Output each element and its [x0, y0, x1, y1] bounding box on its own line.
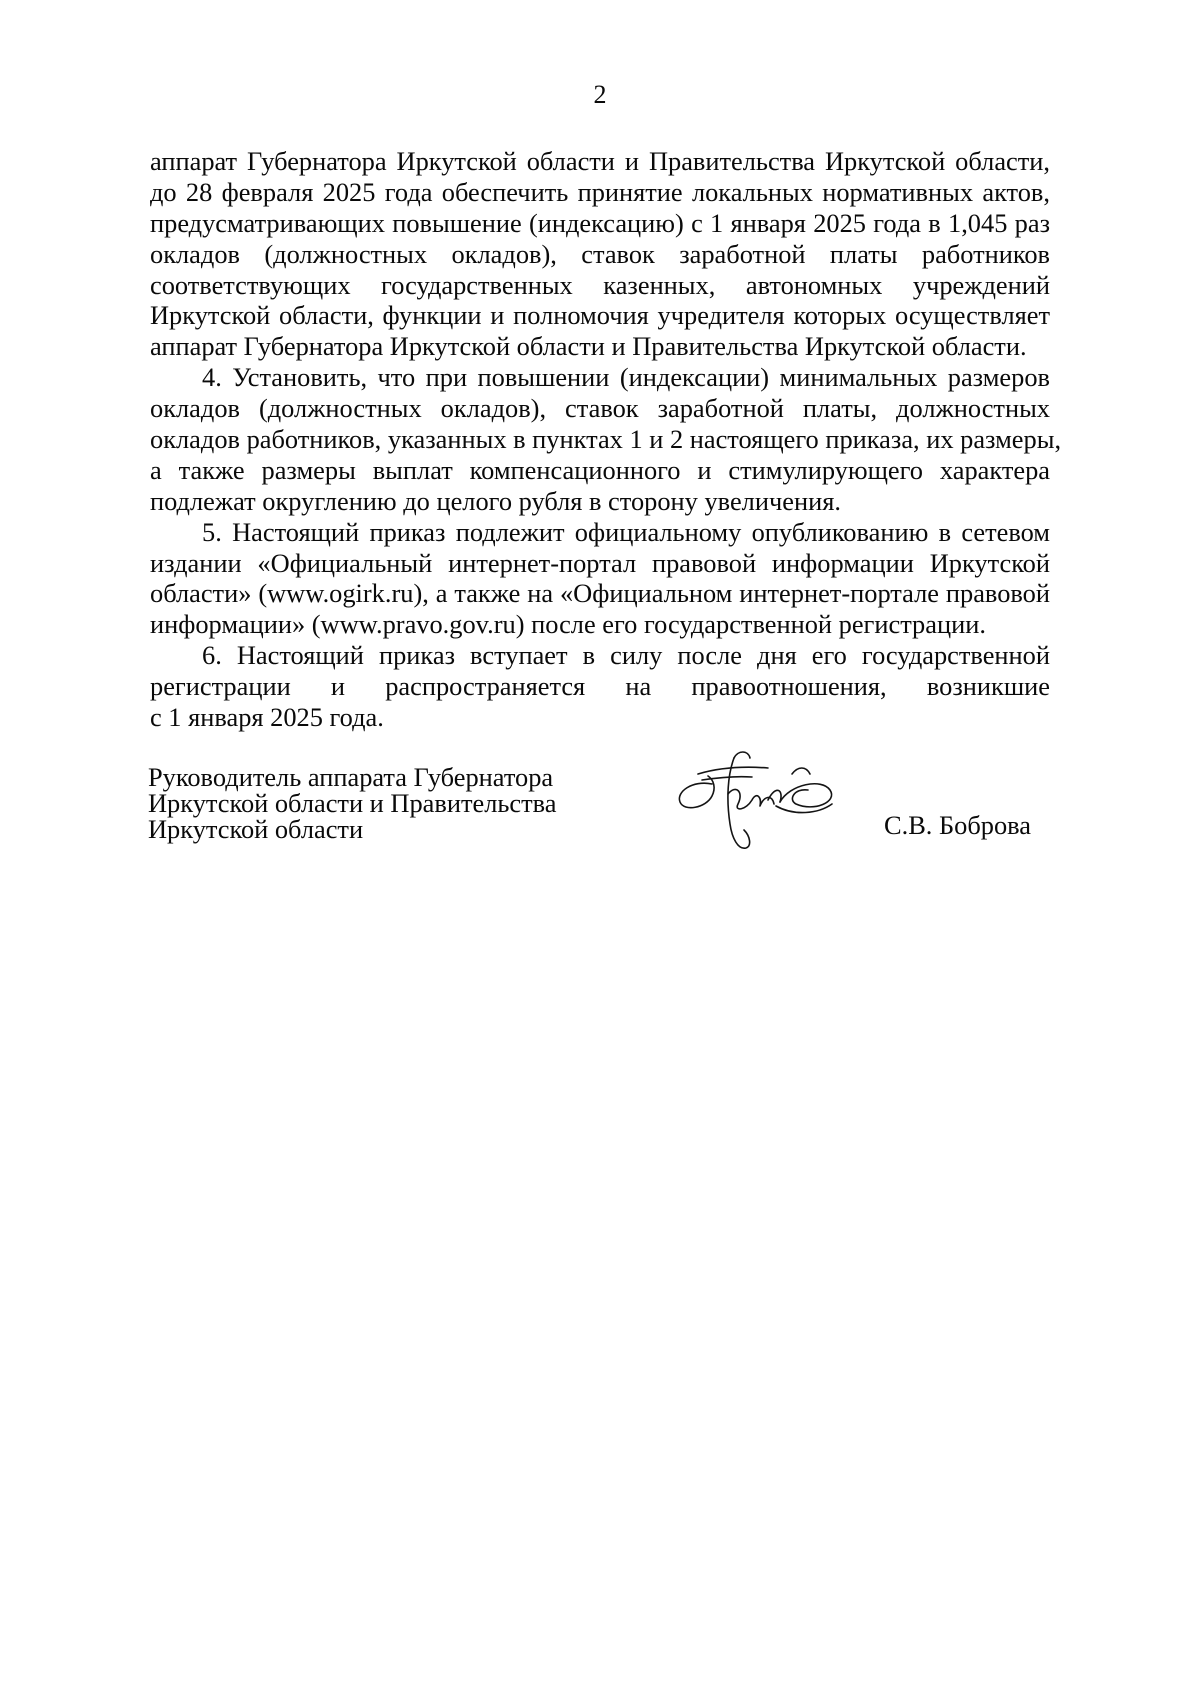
text-line: регистрации и распространяется на правоотношения, возникшие	[150, 671, 1050, 702]
text-line: до 28 февраля 2025 года обеспечить принятие локальных нормативных актов,	[150, 176, 1050, 207]
paragraph-continuation	[150, 146, 1050, 362]
signer-position-line: Иркутской области и Правительства	[148, 788, 557, 818]
text-line: Иркутской области, функции и полномочия учредителя которых осуществляет	[150, 300, 1050, 331]
text-line: окладов (должностных окладов), ставок заработной платы, должностных	[150, 393, 1050, 424]
text-line: области» (www.ogirk.ru), а также на «Официальном интернет-портале правовой	[150, 578, 1050, 609]
text-line: аппарат Губернатора Иркутской области и Правительства Иркутской области.	[150, 331, 1027, 362]
handwritten-signature-icon	[672, 744, 842, 856]
signer-position-line: Руководитель аппарата Губернатора	[148, 762, 554, 792]
signer-position	[148, 764, 556, 842]
text-line: 4. Установить, что при повышении (индексации) минимальных размеров	[202, 362, 1050, 393]
text-line: информации» (www.pravo.gov.ru) после его государственной регистрации.	[150, 609, 986, 640]
text-line: 5. Настоящий приказ подлежит официальному опубликованию в сетевом	[202, 516, 1050, 547]
text-line: 6. Настоящий приказ вступает в силу после дня его государственной	[202, 640, 1050, 671]
text-line: с 1 января 2025 года.	[150, 702, 384, 733]
text-line: предусматривающих повышение (индексацию) с 1 января 2025 года в 1,045 раз	[150, 207, 1050, 238]
paragraph-item-6	[150, 640, 1050, 733]
text-line: а также размеры выплат компенсационного и стимулирующего характера	[150, 454, 1050, 485]
signer-position-line: Иркутской области	[148, 814, 364, 844]
paragraph-item-5	[150, 517, 1050, 641]
text-line: издании «Официальный интернет-портал правовой информации Иркутской	[150, 547, 1050, 578]
paragraph-item-4	[150, 362, 1062, 516]
text-line: окладов работников, указанных в пунктах 1 и 2 настоящего приказа, их размеры,	[150, 424, 1062, 455]
text-line: соответствующих государственных казенных, автономных учреждений	[150, 269, 1050, 300]
document-body	[150, 146, 1062, 733]
signer-name: С.В. Боброва	[884, 810, 1031, 840]
text-line: аппарат Губернатора Иркутской области и Правительства Иркутской области,	[150, 146, 1050, 176]
text-line: подлежат округлению до целого рубля в сторону увеличения.	[150, 485, 841, 516]
page-number: 2	[593, 80, 607, 109]
text-line: окладов (должностных окладов), ставок заработной платы работников	[150, 238, 1050, 269]
